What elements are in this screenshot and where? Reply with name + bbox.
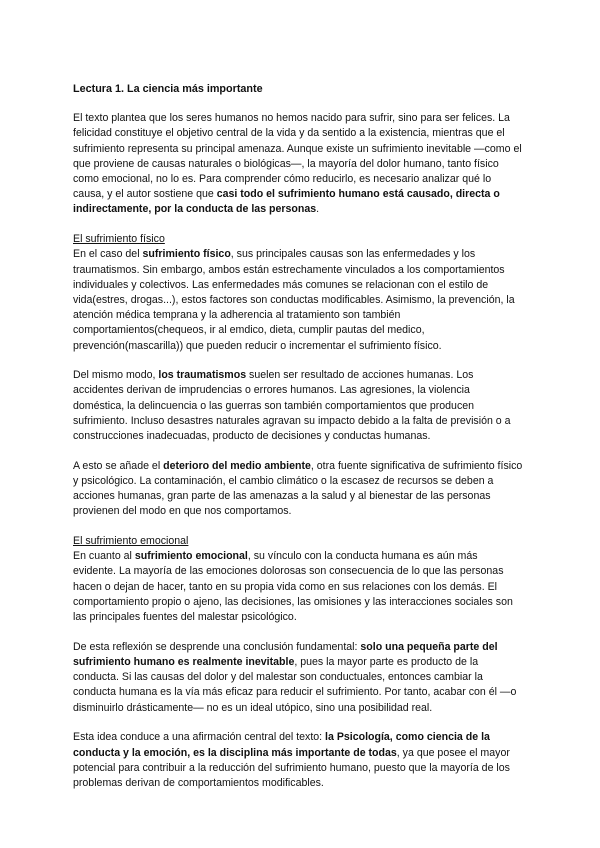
physical-p3-text-1: A esto se añade el <box>73 459 164 472</box>
physical-p1-text-2: , sus principales causas son las enfermedades y los traumatismos. Sin embargo, ambos están estrechamente vinculados a los comportamientos individuales y colectivos. Las enfermedades más comunes se relacionan con el estilo de vida(estres, drogas...), estos factores son conductas modificables. Asimismo, la prevención, la atención médica temprana y la adherencia al tratamiento son también comportamientos(chequeos, ir al emdico, dieta, cumplir pautas del medico, prevención(mascarilla)) que pueden reducir o incrementar el sufrimiento físico. <box>73 248 515 352</box>
emotional-p1-text-2: , su vínculo con la conducta humana es aún más evidente. La mayoría de las emociones dolorosas son consecuencia de lo que las personas hacen o dejan de hacer, tanto en su propia vida como en sus relaciones con los demás. El comportamiento propio o ajeno, las decisiones, las omisiones y las interacciones sociales son las principales fuentes del malestar psicológico. <box>73 550 513 624</box>
emotional-p1-text-1: En cuanto al <box>73 550 135 563</box>
physical-paragraph-3 <box>73 459 523 520</box>
document-body <box>73 82 523 806</box>
physical-p2-text-1: Del mismo modo, <box>73 369 159 382</box>
emotional-p3-text-1: Esta idea conduce a una afirmación central del texto: <box>73 731 326 744</box>
emotional-paragraph-1 <box>73 549 523 625</box>
section-heading-emotional: El sufrimiento emocional <box>73 535 189 548</box>
emotional-p1-bold-1: sufrimiento emocional <box>134 550 248 563</box>
emotional-p3-bold-1: la Psicología, como ciencia de la conducta y la emoción, es la disciplina más importante de todas <box>73 731 490 759</box>
section-heading-physical: El sufrimiento físico <box>73 233 165 246</box>
emotional-paragraph-3 <box>73 730 523 791</box>
physical-p3-bold-1: deterioro del medio ambiente <box>163 459 311 472</box>
physical-paragraph-2 <box>73 368 523 444</box>
emotional-paragraph-2 <box>73 640 523 716</box>
intro-paragraph <box>73 111 523 217</box>
document-title: Lectura 1. La ciencia más importante <box>73 83 263 95</box>
emotional-p2-bold-1: solo una pequeña parte del sufrimiento humano es realmente inevitable <box>73 640 498 668</box>
intro-text-2: . <box>316 203 320 216</box>
physical-p2-bold-1: los traumatismos <box>158 369 247 382</box>
emotional-p2-text-2: , pues la mayor parte es producto de la conducta. Si las causas del dolor y del malestar son conductuales, entonces cambiar la conducta humana es la vía más eficaz para reducir el sufrimiento. Por tanto, acabar con él —o disminuirlo drásticamente— no es un ideal utópico, sino una posibilidad real. <box>73 656 517 714</box>
emotional-p3-text-2: , ya que posee el mayor potencial para contribuir a la reducción del sufrimiento humano, puesto que la mayoría de los problemas derivan de comportamientos modificables. <box>73 746 510 789</box>
emotional-p2-text-1: De esta reflexión se desprende una conclusión fundamental: <box>73 640 361 653</box>
intro-text-1: El texto plantea que los seres humanos no hemos nacido para sufrir, sino para ser felices. La felicidad constituye el objetivo central de la vida y da sentido a la existencia, mientras que el sufrimiento representa su principal amenaza. Aunque existe un sufrimiento inevitable —como el que proviene de causas naturales o biológicas—, la mayoría del dolor humano, tanto físico como emocional, no lo es. Para comprender cómo reducirlo, es necesario analizar qué lo causa, y el autor sostiene que <box>73 112 522 201</box>
physical-p2-text-2: suelen ser resultado de acciones humanas. Los accidentes derivan de imprudencias o errores humanos. Las agresiones, la violencia doméstica, la delincuencia o las guerras son también comportamientos que producen sufrimiento. Incluso desastres naturales agravan su impacto debido a la falta de previsión o a construcciones inadecuadas, producto de decisiones y conductas humanas. <box>73 369 511 443</box>
intro-bold-1: casi todo el sufrimiento humano está causado, directa o indirectamente, por la conducta de las personas <box>73 188 500 216</box>
physical-p3-text-2: , otra fuente significativa de sufrimiento físico y psicológico. La contaminación, el cambio climático o la escasez de recursos se deben a acciones humanas, gran parte de las amenazas a la salud y al bienestar de las personas provienen del modo en que nos comportamos. <box>73 459 523 518</box>
physical-p1-bold-1: sufrimiento físico <box>142 248 231 261</box>
physical-p1-text-1: En el caso del <box>73 248 143 261</box>
physical-paragraph-1 <box>73 247 523 353</box>
